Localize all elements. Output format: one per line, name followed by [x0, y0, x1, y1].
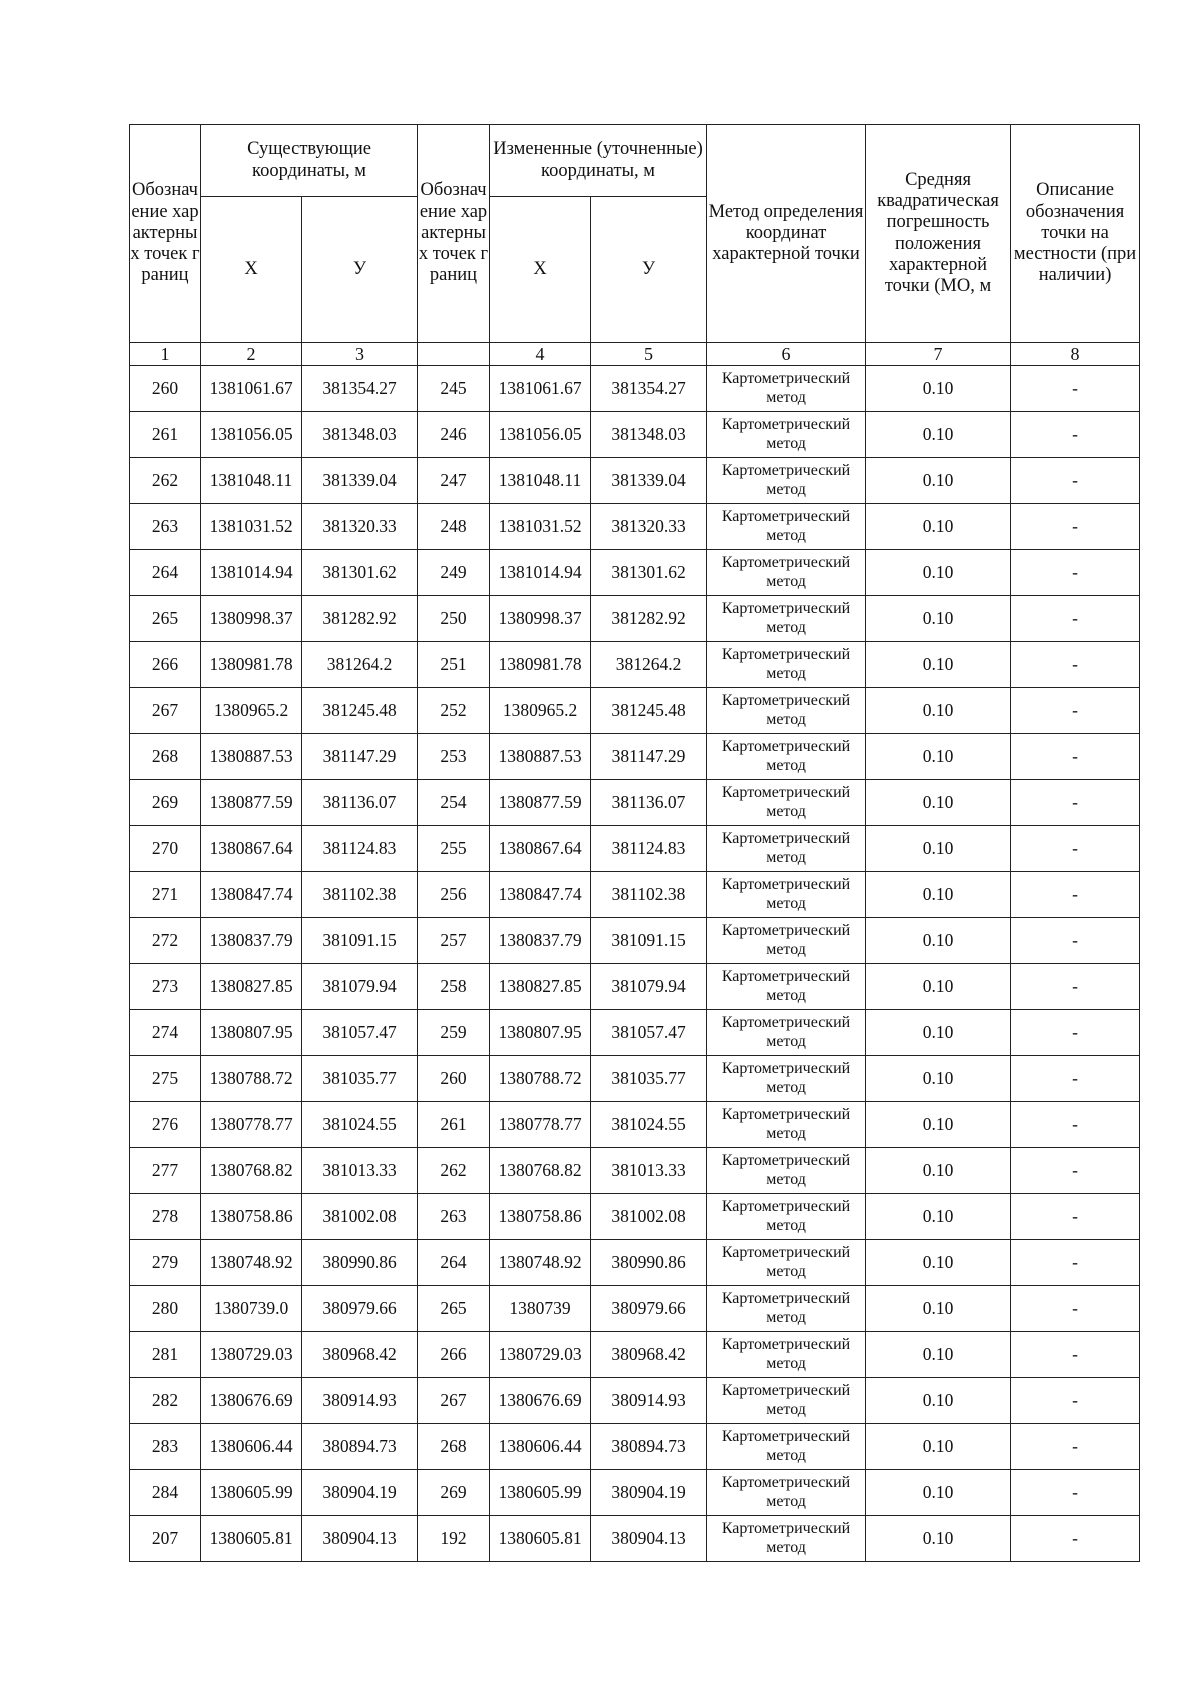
cell-existing-y: 381264.2: [302, 642, 418, 688]
cell-method: Картометрический метод: [707, 1056, 866, 1102]
cell-accuracy: 0.10: [866, 1378, 1011, 1424]
cell-changed-y: 381245.48: [591, 688, 707, 734]
cell-existing-y: 381339.04: [302, 458, 418, 504]
cell-designation-changed: 266: [418, 1332, 490, 1378]
cell-method: Картометрический метод: [707, 1194, 866, 1240]
cell-changed-x: 1381048.11: [490, 458, 591, 504]
cell-designation-changed: 246: [418, 412, 490, 458]
cell-description: -: [1011, 1378, 1140, 1424]
cell-designation-changed: 247: [418, 458, 490, 504]
table-row: [130, 366, 1140, 412]
cell-changed-x: 1380729.03: [490, 1332, 591, 1378]
cell-description: -: [1011, 918, 1140, 964]
cell-designation-changed: 192: [418, 1516, 490, 1562]
cell-designation-existing: 266: [130, 642, 201, 688]
header-changed-x: Х: [490, 197, 591, 343]
column-number: 2: [201, 343, 302, 366]
cell-description: -: [1011, 734, 1140, 780]
cell-designation-changed: 263: [418, 1194, 490, 1240]
cell-description: -: [1011, 550, 1140, 596]
cell-changed-y: 381301.62: [591, 550, 707, 596]
cell-changed-y: 381024.55: [591, 1102, 707, 1148]
cell-accuracy: 0.10: [866, 918, 1011, 964]
cell-accuracy: 0.10: [866, 458, 1011, 504]
table-row: [130, 964, 1140, 1010]
cell-existing-x: 1380867.64: [201, 826, 302, 872]
cell-description: -: [1011, 872, 1140, 918]
cell-existing-y: 381245.48: [302, 688, 418, 734]
cell-designation-existing: 269: [130, 780, 201, 826]
table-row: [130, 1194, 1140, 1240]
cell-existing-x: 1380748.92: [201, 1240, 302, 1286]
table-row: [130, 826, 1140, 872]
cell-existing-x: 1380778.77: [201, 1102, 302, 1148]
cell-designation-existing: 275: [130, 1056, 201, 1102]
cell-existing-y: 380990.86: [302, 1240, 418, 1286]
cell-accuracy: 0.10: [866, 366, 1011, 412]
cell-method: Картометрический метод: [707, 1240, 866, 1286]
cell-changed-y: 381147.29: [591, 734, 707, 780]
cell-designation-changed: 269: [418, 1470, 490, 1516]
cell-existing-y: 381091.15: [302, 918, 418, 964]
coordinates-table: [129, 124, 1140, 1562]
cell-existing-x: 1381048.11: [201, 458, 302, 504]
cell-existing-y: 381079.94: [302, 964, 418, 1010]
cell-description: -: [1011, 504, 1140, 550]
cell-accuracy: 0.10: [866, 596, 1011, 642]
cell-designation-changed: 259: [418, 1010, 490, 1056]
cell-designation-existing: 260: [130, 366, 201, 412]
cell-designation-changed: 248: [418, 504, 490, 550]
cell-existing-x: 1380887.53: [201, 734, 302, 780]
cell-existing-y: 381301.62: [302, 550, 418, 596]
cell-method: Картометрический метод: [707, 642, 866, 688]
cell-designation-existing: 262: [130, 458, 201, 504]
column-number: 6: [707, 343, 866, 366]
cell-method: Картометрический метод: [707, 412, 866, 458]
cell-existing-x: 1380837.79: [201, 918, 302, 964]
cell-changed-x: 1380676.69: [490, 1378, 591, 1424]
cell-changed-y: 381124.83: [591, 826, 707, 872]
table-row: [130, 872, 1140, 918]
cell-designation-existing: 264: [130, 550, 201, 596]
cell-changed-y: 381079.94: [591, 964, 707, 1010]
cell-description: -: [1011, 366, 1140, 412]
cell-changed-y: 381035.77: [591, 1056, 707, 1102]
cell-existing-x: 1380807.95: [201, 1010, 302, 1056]
cell-designation-changed: 265: [418, 1286, 490, 1332]
cell-existing-x: 1380965.2: [201, 688, 302, 734]
cell-description: -: [1011, 642, 1140, 688]
cell-changed-y: 381264.2: [591, 642, 707, 688]
table-row: [130, 550, 1140, 596]
table-row: [130, 1332, 1140, 1378]
cell-designation-changed: 250: [418, 596, 490, 642]
cell-existing-x: 1380605.81: [201, 1516, 302, 1562]
table-row: [130, 1378, 1140, 1424]
table-row: [130, 1286, 1140, 1332]
cell-existing-y: 380979.66: [302, 1286, 418, 1332]
column-number: [418, 343, 490, 366]
cell-designation-existing: 279: [130, 1240, 201, 1286]
cell-description: -: [1011, 688, 1140, 734]
cell-existing-x: 1380729.03: [201, 1332, 302, 1378]
cell-changed-x: 1380827.85: [490, 964, 591, 1010]
cell-changed-y: 381320.33: [591, 504, 707, 550]
table-row: [130, 596, 1140, 642]
cell-changed-y: 381282.92: [591, 596, 707, 642]
table-header: [130, 125, 1140, 366]
table-row: [130, 504, 1140, 550]
cell-designation-changed: 253: [418, 734, 490, 780]
cell-method: Картометрический метод: [707, 550, 866, 596]
cell-existing-x: 1380877.59: [201, 780, 302, 826]
cell-designation-changed: 255: [418, 826, 490, 872]
cell-changed-x: 1381031.52: [490, 504, 591, 550]
cell-existing-x: 1380847.74: [201, 872, 302, 918]
cell-accuracy: 0.10: [866, 734, 1011, 780]
cell-existing-y: 381282.92: [302, 596, 418, 642]
cell-existing-x: 1380981.78: [201, 642, 302, 688]
cell-accuracy: 0.10: [866, 1056, 1011, 1102]
cell-description: -: [1011, 1148, 1140, 1194]
table-row: [130, 458, 1140, 504]
cell-designation-existing: 278: [130, 1194, 201, 1240]
cell-method: Картометрический метод: [707, 1378, 866, 1424]
cell-method: Картометрический метод: [707, 734, 866, 780]
cell-changed-y: 381013.33: [591, 1148, 707, 1194]
cell-changed-y: 381339.04: [591, 458, 707, 504]
cell-existing-y: 381348.03: [302, 412, 418, 458]
column-number: 5: [591, 343, 707, 366]
cell-existing-x: 1381061.67: [201, 366, 302, 412]
cell-changed-x: 1380847.74: [490, 872, 591, 918]
cell-existing-y: 381147.29: [302, 734, 418, 780]
cell-accuracy: 0.10: [866, 550, 1011, 596]
cell-accuracy: 0.10: [866, 1148, 1011, 1194]
cell-changed-x: 1381014.94: [490, 550, 591, 596]
cell-designation-existing: 281: [130, 1332, 201, 1378]
cell-changed-y: 381002.08: [591, 1194, 707, 1240]
cell-designation-changed: 260: [418, 1056, 490, 1102]
header-designation-changed: Обозначение характерных точек границ: [418, 125, 490, 343]
table-body: [130, 366, 1140, 1562]
cell-existing-y: 381354.27: [302, 366, 418, 412]
cell-accuracy: 0.10: [866, 1286, 1011, 1332]
cell-method: Картометрический метод: [707, 918, 866, 964]
cell-method: Картометрический метод: [707, 1516, 866, 1562]
cell-changed-x: 1380748.92: [490, 1240, 591, 1286]
cell-designation-existing: 270: [130, 826, 201, 872]
cell-designation-changed: 258: [418, 964, 490, 1010]
cell-changed-y: 380904.13: [591, 1516, 707, 1562]
cell-method: Картометрический метод: [707, 1148, 866, 1194]
cell-existing-y: 380894.73: [302, 1424, 418, 1470]
cell-changed-x: 1380606.44: [490, 1424, 591, 1470]
cell-designation-changed: 251: [418, 642, 490, 688]
header-method: Метод определения координат характерной точки: [707, 125, 866, 343]
column-number: 4: [490, 343, 591, 366]
cell-accuracy: 0.10: [866, 964, 1011, 1010]
cell-designation-existing: 263: [130, 504, 201, 550]
cell-existing-x: 1380605.99: [201, 1470, 302, 1516]
table-row: [130, 1010, 1140, 1056]
cell-designation-changed: 267: [418, 1378, 490, 1424]
cell-designation-existing: 284: [130, 1470, 201, 1516]
table-row: [130, 1102, 1140, 1148]
header-designation-existing: Обозначение характерных точек границ: [130, 125, 201, 343]
header-description: Описание обозначения точки на местности (при наличии): [1011, 125, 1140, 343]
cell-method: Картометрический метод: [707, 366, 866, 412]
cell-existing-x: 1380676.69: [201, 1378, 302, 1424]
header-existing-y: У: [302, 197, 418, 343]
cell-existing-y: 381102.38: [302, 872, 418, 918]
cell-designation-existing: 268: [130, 734, 201, 780]
cell-changed-x: 1380867.64: [490, 826, 591, 872]
cell-changed-y: 381136.07: [591, 780, 707, 826]
cell-changed-y: 381091.15: [591, 918, 707, 964]
cell-existing-x: 1380768.82: [201, 1148, 302, 1194]
cell-description: -: [1011, 1332, 1140, 1378]
cell-changed-x: 1380837.79: [490, 918, 591, 964]
cell-changed-y: 381348.03: [591, 412, 707, 458]
cell-method: Картометрический метод: [707, 780, 866, 826]
cell-designation-changed: 262: [418, 1148, 490, 1194]
table-row: [130, 1056, 1140, 1102]
cell-accuracy: 0.10: [866, 1010, 1011, 1056]
table-row: [130, 688, 1140, 734]
header-changed-coords: Измененные (уточненные) координаты, м: [490, 125, 707, 197]
cell-existing-y: 381136.07: [302, 780, 418, 826]
cell-accuracy: 0.10: [866, 412, 1011, 458]
cell-existing-x: 1380739.0: [201, 1286, 302, 1332]
cell-designation-changed: 245: [418, 366, 490, 412]
cell-designation-existing: 274: [130, 1010, 201, 1056]
cell-existing-x: 1380758.86: [201, 1194, 302, 1240]
column-number-row: [130, 343, 1140, 366]
cell-existing-y: 381057.47: [302, 1010, 418, 1056]
cell-existing-y: 380914.93: [302, 1378, 418, 1424]
cell-accuracy: 0.10: [866, 872, 1011, 918]
cell-changed-x: 1380778.77: [490, 1102, 591, 1148]
cell-description: -: [1011, 1194, 1140, 1240]
table-row: [130, 642, 1140, 688]
cell-designation-changed: 264: [418, 1240, 490, 1286]
cell-changed-x: 1380998.37: [490, 596, 591, 642]
cell-accuracy: 0.10: [866, 826, 1011, 872]
column-number: 8: [1011, 343, 1140, 366]
cell-changed-x: 1380758.86: [490, 1194, 591, 1240]
cell-description: -: [1011, 1424, 1140, 1470]
cell-existing-x: 1380998.37: [201, 596, 302, 642]
cell-method: Картометрический метод: [707, 458, 866, 504]
cell-changed-x: 1381056.05: [490, 412, 591, 458]
header-accuracy: Средняя квадратическая погрешность положения характерной точки (МО, м: [866, 125, 1011, 343]
column-number: 7: [866, 343, 1011, 366]
cell-designation-changed: 261: [418, 1102, 490, 1148]
cell-changed-y: 380894.73: [591, 1424, 707, 1470]
table-row: [130, 1470, 1140, 1516]
cell-method: Картометрический метод: [707, 1010, 866, 1056]
cell-accuracy: 0.10: [866, 1194, 1011, 1240]
cell-changed-x: 1380981.78: [490, 642, 591, 688]
cell-description: -: [1011, 780, 1140, 826]
cell-method: Картометрический метод: [707, 596, 866, 642]
cell-description: -: [1011, 596, 1140, 642]
cell-existing-x: 1381014.94: [201, 550, 302, 596]
cell-changed-x: 1380877.59: [490, 780, 591, 826]
cell-designation-existing: 282: [130, 1378, 201, 1424]
cell-accuracy: 0.10: [866, 1102, 1011, 1148]
cell-method: Картометрический метод: [707, 1424, 866, 1470]
cell-existing-y: 381035.77: [302, 1056, 418, 1102]
column-number: 3: [302, 343, 418, 366]
cell-accuracy: 0.10: [866, 1332, 1011, 1378]
cell-accuracy: 0.10: [866, 1470, 1011, 1516]
cell-existing-y: 380904.13: [302, 1516, 418, 1562]
cell-designation-existing: 207: [130, 1516, 201, 1562]
cell-designation-changed: 254: [418, 780, 490, 826]
table-row: [130, 918, 1140, 964]
cell-existing-y: 381002.08: [302, 1194, 418, 1240]
cell-existing-y: 381013.33: [302, 1148, 418, 1194]
cell-changed-y: 381102.38: [591, 872, 707, 918]
cell-changed-y: 380979.66: [591, 1286, 707, 1332]
cell-description: -: [1011, 1010, 1140, 1056]
cell-changed-y: 381057.47: [591, 1010, 707, 1056]
cell-designation-changed: 256: [418, 872, 490, 918]
cell-description: -: [1011, 1286, 1140, 1332]
cell-description: -: [1011, 1470, 1140, 1516]
cell-method: Картометрический метод: [707, 1286, 866, 1332]
column-number: 1: [130, 343, 201, 366]
cell-accuracy: 0.10: [866, 1516, 1011, 1562]
cell-existing-x: 1380827.85: [201, 964, 302, 1010]
cell-existing-x: 1381031.52: [201, 504, 302, 550]
cell-method: Картометрический метод: [707, 688, 866, 734]
cell-changed-x: 1380965.2: [490, 688, 591, 734]
cell-designation-existing: 276: [130, 1102, 201, 1148]
cell-description: -: [1011, 458, 1140, 504]
table-row: [130, 780, 1140, 826]
cell-description: -: [1011, 1056, 1140, 1102]
cell-description: -: [1011, 964, 1140, 1010]
cell-designation-existing: 273: [130, 964, 201, 1010]
cell-existing-x: 1380606.44: [201, 1424, 302, 1470]
header-existing-x: Х: [201, 197, 302, 343]
cell-changed-y: 380968.42: [591, 1332, 707, 1378]
cell-method: Картометрический метод: [707, 504, 866, 550]
cell-designation-existing: 283: [130, 1424, 201, 1470]
cell-method: Картометрический метод: [707, 1470, 866, 1516]
cell-method: Картометрический метод: [707, 1102, 866, 1148]
cell-changed-y: 380914.93: [591, 1378, 707, 1424]
cell-existing-y: 381124.83: [302, 826, 418, 872]
cell-changed-x: 1380768.82: [490, 1148, 591, 1194]
cell-designation-changed: 249: [418, 550, 490, 596]
cell-description: -: [1011, 1102, 1140, 1148]
cell-changed-x: 1380788.72: [490, 1056, 591, 1102]
cell-changed-x: 1380887.53: [490, 734, 591, 780]
cell-description: -: [1011, 412, 1140, 458]
cell-designation-existing: 280: [130, 1286, 201, 1332]
cell-designation-existing: 271: [130, 872, 201, 918]
cell-accuracy: 0.10: [866, 504, 1011, 550]
cell-accuracy: 0.10: [866, 1424, 1011, 1470]
cell-description: -: [1011, 826, 1140, 872]
cell-accuracy: 0.10: [866, 1240, 1011, 1286]
table-row: [130, 1424, 1140, 1470]
cell-method: Картометрический метод: [707, 964, 866, 1010]
cell-changed-y: 380904.19: [591, 1470, 707, 1516]
table-row: [130, 412, 1140, 458]
cell-description: -: [1011, 1240, 1140, 1286]
cell-method: Картометрический метод: [707, 872, 866, 918]
cell-description: -: [1011, 1516, 1140, 1562]
table-row: [130, 734, 1140, 780]
cell-designation-changed: 268: [418, 1424, 490, 1470]
header-changed-y: У: [591, 197, 707, 343]
cell-accuracy: 0.10: [866, 688, 1011, 734]
cell-designation-existing: 272: [130, 918, 201, 964]
cell-changed-x: 1381061.67: [490, 366, 591, 412]
cell-accuracy: 0.10: [866, 642, 1011, 688]
cell-existing-x: 1380788.72: [201, 1056, 302, 1102]
cell-method: Картометрический метод: [707, 826, 866, 872]
cell-designation-existing: 277: [130, 1148, 201, 1194]
cell-designation-existing: 261: [130, 412, 201, 458]
cell-changed-y: 381354.27: [591, 366, 707, 412]
table-row: [130, 1516, 1140, 1562]
cell-existing-y: 380904.19: [302, 1470, 418, 1516]
cell-changed-x: 1380605.99: [490, 1470, 591, 1516]
cell-designation-changed: 257: [418, 918, 490, 964]
cell-designation-existing: 267: [130, 688, 201, 734]
cell-designation-existing: 265: [130, 596, 201, 642]
cell-designation-changed: 252: [418, 688, 490, 734]
cell-changed-x: 1380807.95: [490, 1010, 591, 1056]
cell-changed-x: 1380605.81: [490, 1516, 591, 1562]
cell-existing-y: 381320.33: [302, 504, 418, 550]
cell-changed-y: 380990.86: [591, 1240, 707, 1286]
cell-existing-y: 380968.42: [302, 1332, 418, 1378]
cell-changed-x: 1380739: [490, 1286, 591, 1332]
table-row: [130, 1240, 1140, 1286]
cell-existing-y: 381024.55: [302, 1102, 418, 1148]
cell-existing-x: 1381056.05: [201, 412, 302, 458]
table-row: [130, 1148, 1140, 1194]
cell-accuracy: 0.10: [866, 780, 1011, 826]
cell-method: Картометрический метод: [707, 1332, 866, 1378]
header-existing-coords: Существующие координаты, м: [201, 125, 418, 197]
